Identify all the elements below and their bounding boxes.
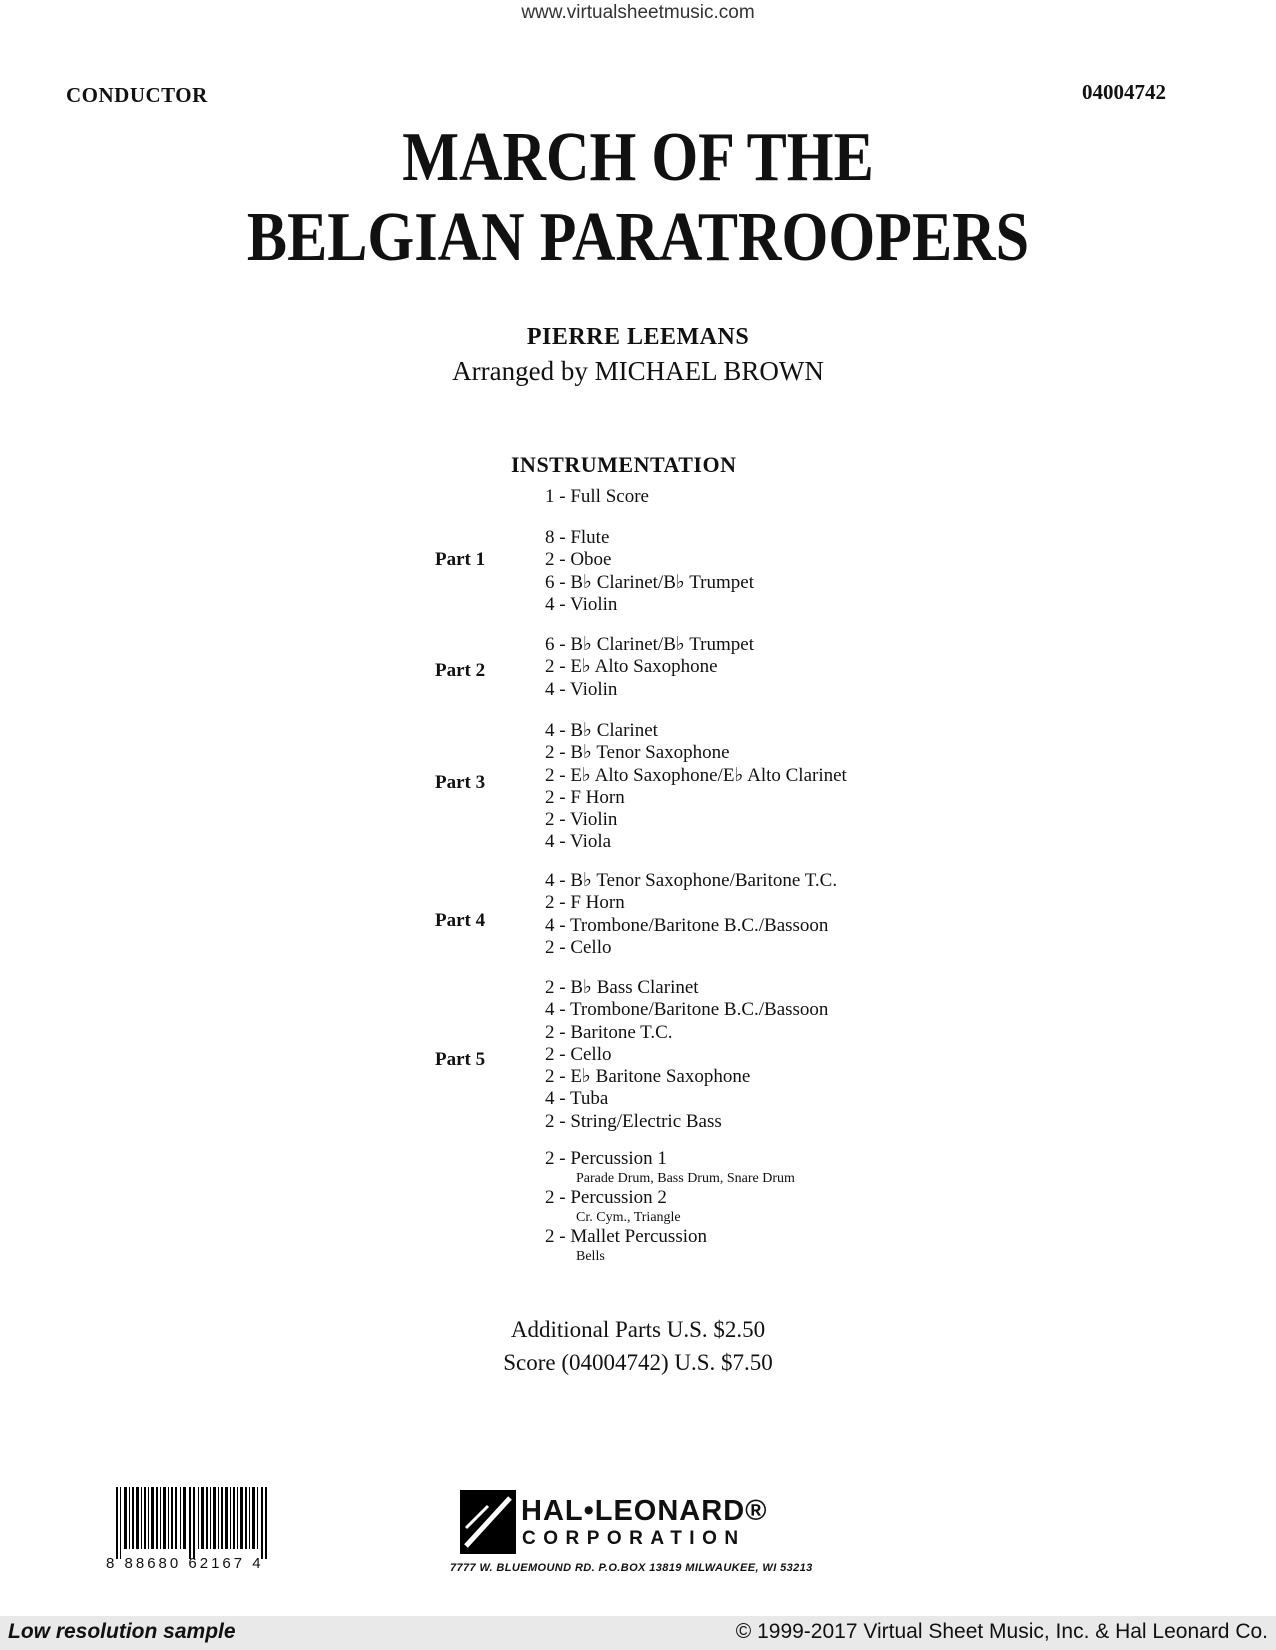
composer: PIERRE LEEMANS [526, 324, 750, 350]
page-title [89, 118, 1186, 278]
score-price: Score (04004742) U.S. $7.50 [503, 1350, 773, 1375]
instrument-item: 4 - B♭ Tenor Saxophone/Baritone T.C. [545, 870, 838, 891]
part-label: Part 1 [435, 549, 486, 570]
instrument-item: 6 - B♭ Clarinet/B♭ Trumpet [545, 634, 754, 655]
instrument-item: 4 - B♭ Clarinet [545, 720, 658, 741]
publisher-brand: HAL•LEONARD® [521, 1495, 768, 1527]
percussion-item: 2 - Percussion 2 [545, 1187, 667, 1208]
site-url: www.virtualsheetmusic.com [521, 2, 755, 23]
catalog-number: 04004742 [1082, 80, 1166, 104]
part-items [545, 870, 837, 959]
arranger: Arranged by MICHAEL BROWN [452, 356, 824, 386]
instrument-item: 4 - Viola [545, 831, 612, 853]
barcode-icon [112, 1487, 278, 1587]
part-label: Part 3 [435, 772, 486, 793]
part-label: Part 5 [435, 1049, 486, 1070]
instrument-item: 2 - B♭ Bass Clarinet [545, 977, 699, 998]
instrument-item: 4 - Trombone/Baritone B.C./Bassoon [545, 914, 829, 936]
instrument-item: 2 - Cello [545, 936, 612, 958]
instrument-item: 2 - Oboe [545, 549, 612, 571]
part-label: Part 2 [435, 660, 486, 681]
title-line-1: MARCH OF THE [402, 119, 874, 196]
edition-label: CONDUCTOR [66, 83, 208, 107]
instrument-item: 2 - E♭ Baritone Saxophone [545, 1066, 751, 1088]
hal-leonard-logo-icon [460, 1488, 518, 1558]
instrument-item: 6 - B♭ Clarinet/B♭ Trumpet [545, 571, 754, 593]
part-items [545, 527, 754, 616]
percussion-item: 2 - Percussion 1 [545, 1148, 667, 1169]
instrument-item: 2 - E♭ Alto Saxophone/E♭ Alto Clarinet [545, 764, 847, 786]
part-items [545, 720, 847, 854]
publisher-corporation: CORPORATION [522, 1528, 746, 1549]
part-label: Part 4 [435, 910, 486, 931]
percussion-detail: Cr. Cym., Triangle [576, 1210, 681, 1225]
percussion-detail: Parade Drum, Bass Drum, Snare Drum [576, 1171, 795, 1186]
percussion-detail: Bells [576, 1249, 605, 1264]
instrument-item: 2 - F Horn [545, 786, 625, 808]
instrument-item: 4 - Violin [545, 593, 618, 615]
instrument-item: 2 - Violin [545, 809, 618, 831]
part-items [545, 634, 754, 701]
percussion-item: 2 - Mallet Percussion [545, 1226, 708, 1247]
instrument-item: 2 - E♭ Alto Saxophone [545, 656, 718, 678]
sample-note: Low resolution sample [8, 1620, 236, 1643]
instrument-item: 2 - String/Electric Bass [545, 1110, 722, 1132]
instrument-item: 2 - Cello [545, 1043, 612, 1065]
additional-parts-price: Additional Parts U.S. $2.50 [510, 1317, 766, 1342]
percussion-items [545, 1148, 795, 1265]
instrument-item: 4 - Trombone/Baritone B.C./Bassoon [545, 999, 829, 1021]
instrument-item: 2 - F Horn [545, 892, 625, 914]
instrument-item: 4 - Tuba [545, 1088, 609, 1110]
part-items [545, 977, 828, 1133]
barcode-number: 8 88680 62167 4 [106, 1555, 264, 1572]
full-score-item: 1 - Full Score [545, 486, 649, 507]
title-line-2: BELGIAN PARATROOPERS [246, 199, 1030, 276]
instrument-item: 2 - Baritone T.C. [545, 1021, 673, 1043]
instrument-item: 8 - Flute [545, 527, 610, 548]
instrumentation-heading: INSTRUMENTATION [511, 452, 737, 477]
copyright: © 1999-2017 Virtual Sheet Music, Inc. & Hal Leonard Co. [735, 1620, 1268, 1643]
instrument-item: 4 - Violin [545, 678, 618, 700]
instrument-item: 2 - B♭ Tenor Saxophone [545, 742, 730, 764]
publisher-address: 7777 W. BLUEMOUND RD. P.O.BOX 13819 MILWAUKEE, WI 53213 [450, 1562, 813, 1574]
